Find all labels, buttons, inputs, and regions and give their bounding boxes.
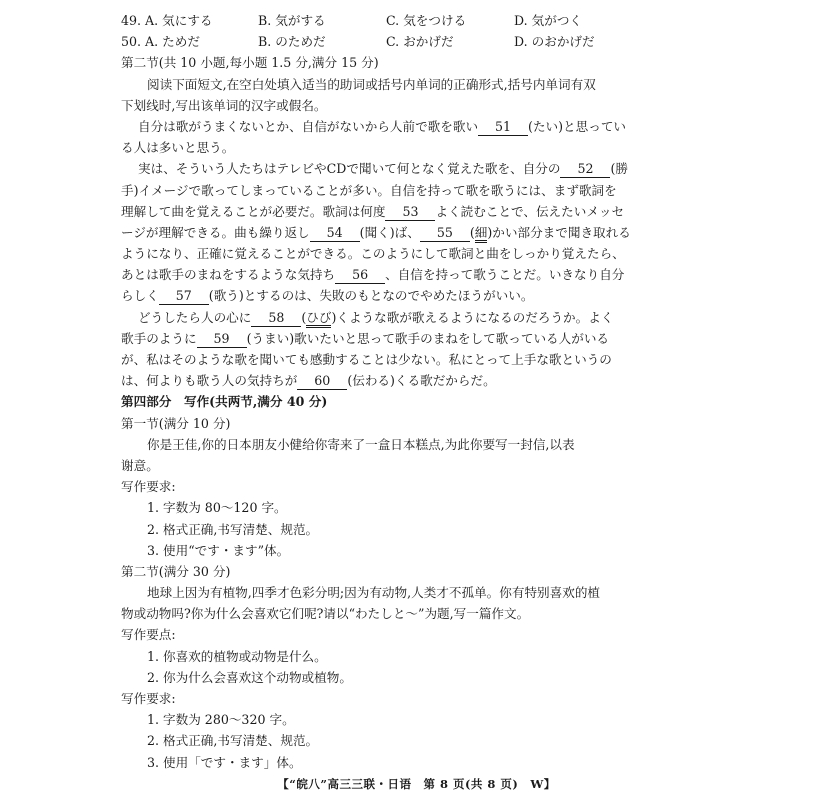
passage-text: 、自信を持って歌うことだ。いきなり自分 xyxy=(385,267,625,283)
passage-line xyxy=(121,158,733,179)
passage-text: (伝わる)くる歌だからだ。 xyxy=(347,373,496,389)
blank-57: 57 xyxy=(159,288,209,305)
double-underlined-word-58: ひび xyxy=(306,310,331,328)
blank-52: 52 xyxy=(560,161,610,178)
part4-section2-heading: 第二节(满分 30 分) xyxy=(121,563,231,579)
passage-text: ( xyxy=(469,224,475,240)
part4-section1-heading: 第一节(满分 10 分) xyxy=(121,415,231,431)
question-49-options xyxy=(121,10,733,31)
passage-line xyxy=(121,285,733,306)
requirement-item: 3. 使用「です・ます」体。 xyxy=(147,754,302,770)
double-underlined-word-55: 細 xyxy=(475,225,488,243)
part4-heading: 第四部分 写作(共两节,满分 40 分) xyxy=(121,394,328,410)
passage-text: 実は、そういう人たちはテレビやCDで聞いて何となく覚えた歌を、自分の xyxy=(138,161,561,177)
q49-option-d: D. 気がつく xyxy=(514,13,583,28)
blank-59: 59 xyxy=(197,331,247,348)
part4-section2-requirements-title: 写作要求: xyxy=(121,691,176,706)
q50-option-a: 50. A. ためだ xyxy=(121,34,200,50)
requirement-item: 3. 使用“です・ます”体。 xyxy=(147,542,290,558)
part4-section2-prompt-line2: 物或动物吗?你为什么会喜欢它们呢?请以“わたしと～”为题,写一篇作文。 xyxy=(121,606,530,622)
passage-line: る人は多いと思う。 xyxy=(121,140,235,156)
passage-text: )くような歌が歌えるようになるのだろうか。よく xyxy=(331,309,614,325)
passage-text: どうしたら人の心に xyxy=(138,309,252,325)
passage-text: 歌手のように xyxy=(121,330,197,346)
q49-option-b: B. 気がする xyxy=(258,13,326,28)
passage-line xyxy=(121,307,733,328)
blank-54: 54 xyxy=(310,225,360,242)
q49-option-c: C. 気をつける xyxy=(386,13,467,28)
blank-55: 55 xyxy=(420,225,470,242)
passage-text: 自分は歌がうまくないとか、自信がないから人前で歌を歌い xyxy=(138,118,479,134)
passage-line xyxy=(121,328,733,349)
passage-text: らしく xyxy=(121,288,159,304)
passage-line xyxy=(121,370,733,391)
passage-text: ージが理解できる。曲も繰り返し xyxy=(121,224,310,240)
passage-line: が、私はそのような歌を聞いても感動することは少ない。私にとって上手な歌というの xyxy=(121,352,612,367)
passage-line: 手)イメージで歌ってしまっていることが多い。自信を持って歌を歌うには、まず歌詞を xyxy=(121,182,617,198)
passage-text: (うまい)歌いたいと思って歌手のまねをして歌っている人がいる xyxy=(246,330,610,346)
part4-section1-requirements-title: 写作要求: xyxy=(121,479,176,495)
blank-60: 60 xyxy=(297,373,347,390)
page-footer: 【“皖八”高三三联・日语 第 8 页(共 8 页) W】 xyxy=(277,777,556,791)
requirement-item: 2. 格式正确,书写清楚、规范。 xyxy=(147,733,319,749)
writing-point-item: 2. 你为什么会喜欢这个动物或植物。 xyxy=(147,669,352,685)
passage-text: 理解して曲を覚えることが必要だ。歌詞は何度 xyxy=(121,203,386,219)
q50-option-d: D. のおかげだ xyxy=(514,34,595,50)
passage-line xyxy=(121,201,733,222)
passage-text: (聞く)ば、 xyxy=(359,224,420,240)
part4-section1-prompt-line1: 你是王佳,你的日本朋友小健给你寄来了一盒日本糕点,为此你要写一封信,以表 xyxy=(147,436,575,452)
part4-section2-prompt-line1: 地球上因为有植物,四季才色彩分明;因为有动物,人类才不孤单。你有特别喜欢的植 xyxy=(147,585,601,601)
writing-point-item: 1. 你喜欢的植物或动物是什么。 xyxy=(147,648,327,664)
passage-text: (歌う)とするのは、失敗のもとなのでやめたほうがいい。 xyxy=(208,288,534,304)
passage-line: ようになり、正確に覚えることができる。このようにして歌詞と曲をしっかり覚えたら、 xyxy=(121,246,625,262)
q50-option-b: B. のためだ xyxy=(258,34,326,50)
passage-text: は、何よりも歌う人の気持ちが xyxy=(121,373,298,389)
passage-text: (勝 xyxy=(610,161,628,177)
part4-section1-prompt-line2: 谢意。 xyxy=(121,457,159,473)
blank-56: 56 xyxy=(335,267,385,284)
passage-line xyxy=(121,222,733,243)
blank-58: 58 xyxy=(251,310,301,327)
section2-instruction-line2: 下划线时,写出该单词的汉字或假名。 xyxy=(121,97,327,113)
passage-text: )かい部分まで聞き取れる xyxy=(487,224,631,240)
exam-page xyxy=(121,10,733,773)
blank-51: 51 xyxy=(478,119,528,136)
section2-heading: 第二节(共 10 小题,每小题 1.5 分,满分 15 分) xyxy=(121,55,379,71)
requirement-item: 1. 字数为 80～120 字。 xyxy=(147,500,287,516)
passage-text: (たい)と思ってい xyxy=(528,118,627,134)
passage-text: よく読むことで、伝えたいメッセ xyxy=(435,203,625,219)
passage-line xyxy=(121,116,733,137)
section2-instruction-line1: 阅读下面短文,在空白处填入适当的助词或括号内单词的正确形式,括号内单词有双 xyxy=(147,76,596,92)
requirement-item: 1. 字数为 280～320 字。 xyxy=(147,712,295,728)
passage-line xyxy=(121,264,733,285)
q49-option-a: 49. A. 気にする xyxy=(121,13,213,28)
q50-option-c: C. おかげだ xyxy=(386,34,454,50)
question-50-options xyxy=(121,31,733,52)
passage-text: ( xyxy=(301,309,307,325)
requirement-item: 2. 格式正确,书写清楚、规范。 xyxy=(147,521,319,537)
part4-section2-points-title: 写作要点: xyxy=(121,627,176,643)
blank-53: 53 xyxy=(385,204,435,221)
passage-text: あとは歌手のまねをするような気持ち xyxy=(121,267,336,283)
